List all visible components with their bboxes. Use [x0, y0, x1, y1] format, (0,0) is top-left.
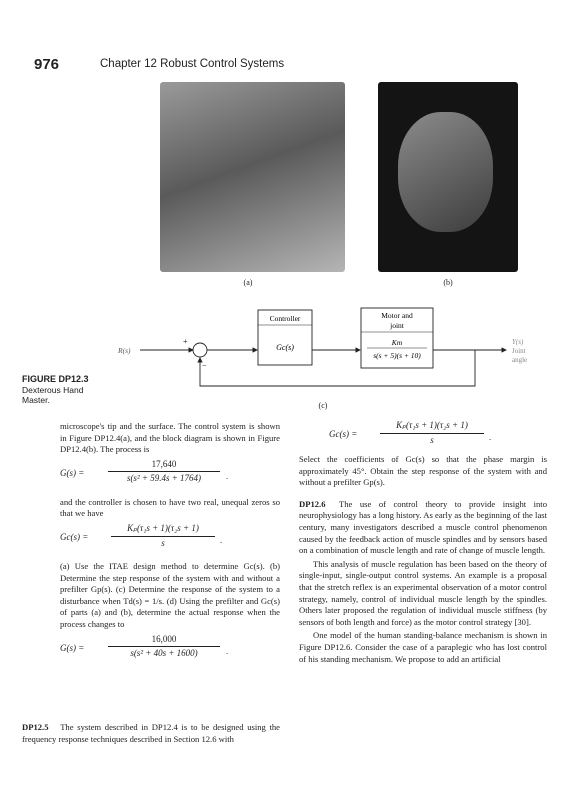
problem-dp12-5 [22, 722, 280, 745]
eq1-numerator: 17,640 [151, 458, 177, 469]
dp12-5-text: The system described in DP12.4 is to be designed using the frequency response techniques described in Section 12.6 with [22, 722, 280, 744]
eq4-denominator: s [430, 434, 434, 445]
figure-caption-title: FIGURE DP12.3 [22, 374, 89, 384]
output-label-1: Y(s) [512, 338, 524, 346]
plus-sign: + [183, 337, 188, 346]
controller-tf: Gc(s) [276, 343, 294, 352]
eq4-lhs: Gc(s) = [329, 429, 358, 439]
equation-controller [60, 523, 280, 557]
eq2-numerator: Kₚ(τ₁s + 1)(τ₂s + 1) [127, 522, 199, 533]
eq3-numerator: 16,000 [151, 633, 177, 644]
eq4-numerator: Kₚ(τ₁s + 1)(τ₂s + 1) [396, 420, 468, 430]
output-label-2: Joint [512, 347, 526, 355]
chapter-title: Chapter 12 Robust Control Systems [100, 58, 285, 70]
eq2-denominator: s [161, 537, 165, 548]
left-para-3: (a) Use the ITAE design method to determine Gc(s). (b) Determine the step response of the system with and without a prefilter Gp(s). (c) Determine the response of the system to a disturbance when Td(s) = 1/s. (d) Using the prefilter and Gc(s) of parts (a) and (b), determine the actual response when the process changes to [60, 560, 280, 629]
eq3-denominator: s(s² + 40s + 1600) [130, 648, 198, 659]
input-label: R(s) [118, 346, 131, 355]
left-column [60, 421, 280, 668]
minus-sign: − [202, 361, 207, 370]
eq3-end: . [226, 645, 229, 656]
right-para-3: One model of the human standing-balance mechanism is shown in Figure DP12.6. Consider the case of a paraplegic who has lost control of his standing mechanism. We propose to add an artificial [299, 630, 547, 664]
equation-process [60, 459, 280, 493]
plant-title-2: joint [390, 321, 404, 330]
eq2-lhs: Gc(s) = [60, 531, 89, 542]
figure-caption-line1: Dexterous Hand [22, 384, 84, 395]
right-para-1: Select the coefficients of Gc(s) so that the phase margin is approximately 45°. Obtain the step response of the system with and without a prefilter Gp(s). [299, 454, 547, 488]
eq1-denominator: s(s² + 59.4s + 1764) [126, 473, 202, 484]
photo-hand-master-b [378, 82, 518, 272]
page-number: 976 [34, 56, 60, 73]
eq4-end: . [489, 432, 492, 442]
dp12-6-text: The use of control theory to provide insight into neurophysiology has a long history. As early as the beginning of the last century, many investigators described a muscle control phenomenon caused by the feedback action of muscle spindles and by sensors based on a combination of muscle length and rate of change of muscle length. [299, 498, 547, 556]
left-para-1: microscope's tip and the surface. The control system is shown in Figure DP12.4(a), and the block diagram is shown in Figure DP12.4(b). The process is [60, 421, 280, 455]
left-para-2: and the controller is chosen to have two real, unequal zeros so that we have [60, 496, 280, 519]
output-label-3: angle [512, 356, 528, 364]
right-para-2: This analysis of muscle regulation has been based on the theory of single-input, single-output control systems. An example is a proposal that the stretch reflex is an experimental observation of a motor control strategy, namely, control of individual muscle length by the spindles. Others later proposed the regulation of individual muscle stiffness (by sensors of both length and force) as the motor control strategy [30]. [299, 558, 547, 627]
photo-hand-master-a [160, 82, 345, 272]
figure-label-a: (a) [243, 278, 253, 287]
figure-caption [22, 374, 102, 406]
summing-junction [193, 343, 207, 357]
equation-controller-right [299, 420, 547, 452]
figure-label-b: (b) [443, 278, 453, 287]
eq3-lhs: G(s) = [60, 642, 85, 653]
plant-denominator: s(s + 5)(s + 10) [373, 351, 421, 360]
plant-numerator: Km [391, 338, 403, 347]
dp12-5-label: DP12.5 [22, 722, 49, 732]
eq1-end: . [226, 470, 229, 481]
dp12-6-label: DP12.6 [299, 498, 326, 509]
equation-process-changed [60, 634, 280, 668]
feedback-path [200, 350, 475, 386]
eq1-lhs: G(s) = [60, 467, 85, 478]
right-column [299, 420, 547, 665]
plant-title-1: Motor and [381, 311, 413, 320]
controller-title: Controller [269, 314, 301, 323]
eq2-end: . [220, 534, 223, 545]
figure-caption-line2: Master. [22, 395, 50, 405]
figure-label-c: (c) [318, 401, 328, 410]
